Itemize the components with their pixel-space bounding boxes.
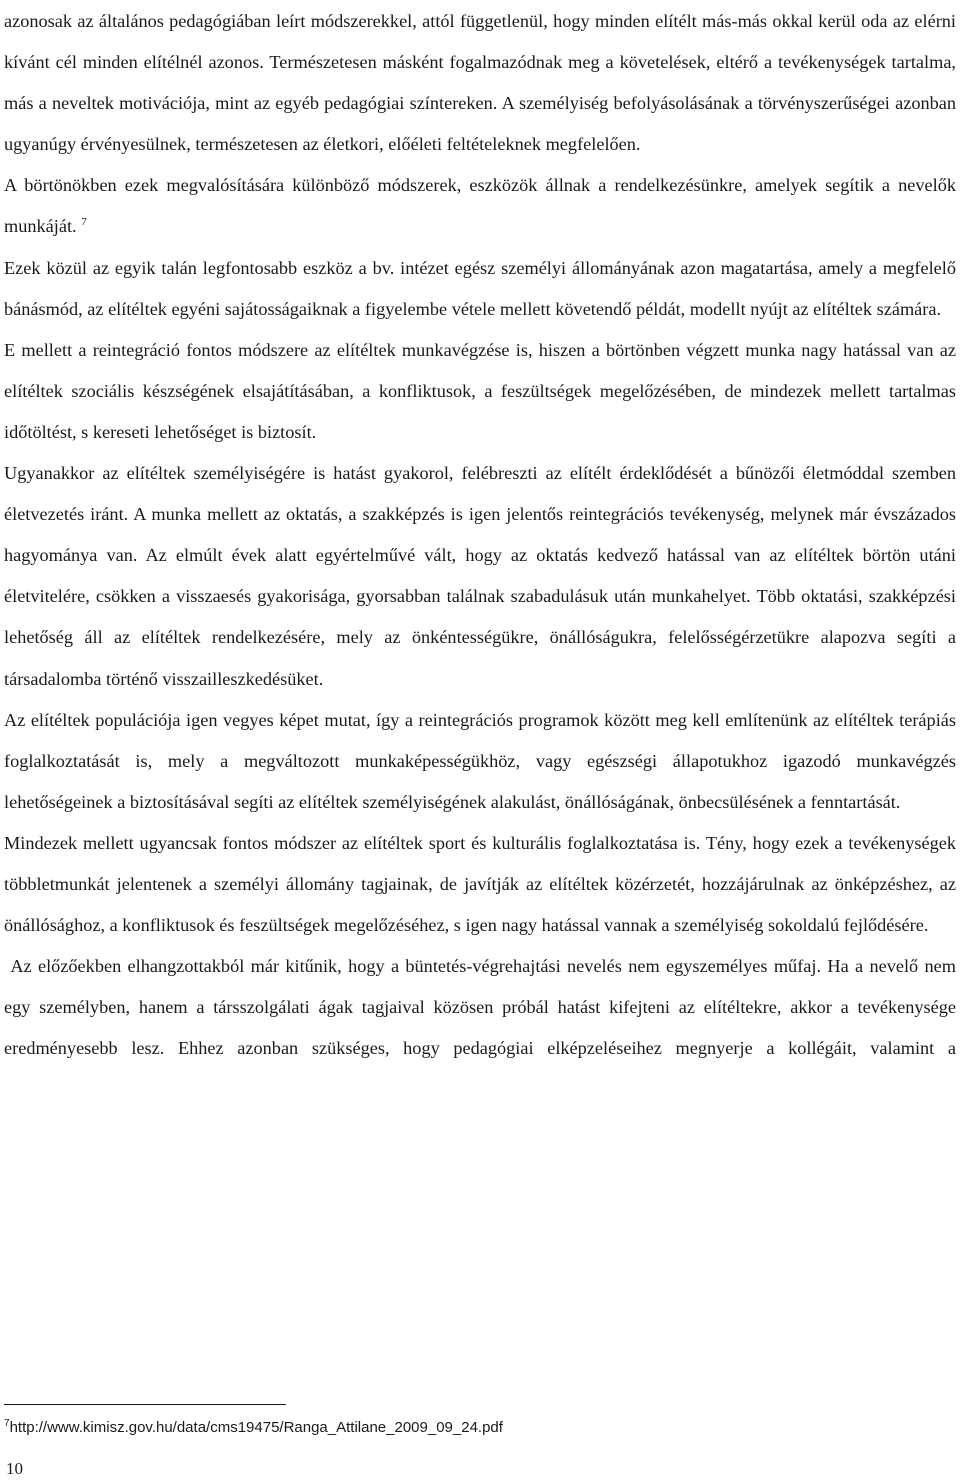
paragraph-8 xyxy=(4,946,956,1069)
footnote xyxy=(4,1418,503,1438)
paragraph-2 xyxy=(4,165,956,247)
paragraph-2-text: A börtönökben ezek megvalósítására különböző módszerek, eszközök állnak a rendelkezésünkre, amelyek segítik a nevelők munkáját. xyxy=(4,175,956,237)
body-text xyxy=(4,1,956,1069)
page-number: 10 xyxy=(6,1459,23,1478)
paragraph-6: Az elítéltek populációja igen vegyes képet mutat, így a reintegrációs programok között meg kell említenünk az elítéltek terápiás foglalkoztatását is, mely a megváltozott munkaképességükhöz, vagy egészségi állapotukhoz igazodó munkavégzés lehetőségeinek a biztosításával segíti az elítéltek személyiségének alakulást, önállóságának, önbecsülésének a fenntartását. xyxy=(4,709,956,812)
footnote-marker: 7 xyxy=(4,1418,10,1429)
paragraph-5: Ugyanakkor az elítéltek személyiségére is hatást gyakorol, felébreszti az elítélt érdeklődését a bűnözői életmóddal szemben életvezetés iránt. A munka mellett az oktatás, a szakképzés is igen jelentős reintegrációs tevékenység, melynek már évszázados hagyománya van. Az elmúlt évek alatt egyértelművé vált, hogy az oktatás kedvező hatással van az elítéltek börtön utáni életvitelére, csökken a visszaesés gyakorisága, gyorsabban találnak szabadulásuk után munkahelyet. Több oktatási, szakképzési lehetőség áll az elítéltek rendelkezésére, mely az önkéntességükre, önállóságukra, felelősségérzetükre alapozva segíti a társadalomba történő visszailleszkedésüket. xyxy=(4,463,956,689)
paragraph-4: E mellett a reintegráció fontos módszere az elítéltek munkavégzése is, hiszen a börtönben végzett munka nagy hatással van az elítéltek szociális készségének elsajátításában, a konfliktusok, a feszültségek megelőzésében, de mindezek mellett tartalmas időtöltést, s kereseti lehetőséget is biztosít. xyxy=(4,339,956,442)
paragraph-7: Mindezek mellett ugyancsak fontos módszer az elítéltek sport és kulturális foglalkoztatása is. Tény, hogy ezek a tevékenységek többletmunkát jelentenek a személyi állomány tagjainak, de javítják az elítéltek közérzetét, hozzájárulnak az önképzéshez, az önállósághoz, a konfliktusok és feszültségek megelőzéséhez, s igen nagy hatással vannak a személyiség sokoldalú fejlődésére. xyxy=(4,832,956,936)
footnote-reference[interactable]: 7 xyxy=(81,216,87,229)
footnote-link[interactable]: http://www.kimisz.gov.hu/data/cms19475/Ranga_Attilane_2009_09_24.pdf xyxy=(9,1419,503,1436)
paragraph-1: azonosak az általános pedagógiában leírt módszerekkel, attól függetlenül, hogy minden elítélt más-más okkal kerül oda az elérni kívánt cél minden elítélnél azonos. Természetesen másként fogalmazódnak meg a követelések, eltérő a tevékenységek tartalma, más a neveltek motivációja, mint az egyéb pedagógiai színtereken. A személyiség befolyásolásának a törvényszerűségei azonban ugyanúgy érvényesülnek, természetesen az életkori, előéleti feltételeknek megfelelően. xyxy=(4,11,956,155)
paragraph-8-text: Az előzőekben elhangzottakból már kitűnik, hogy a büntetés-végrehajtási nevelés nem egyszemélyes műfaj. Ha a nevelő nem egy személyben, hanem a társszolgálati ágak tagjaival közösen próbál hatást kifejteni az elítéltekre, akkor a tevékenysége eredményesebb lesz. Ehhez azonban szükséges, hogy pedagógiai elképzeléseihez megnyerje a kollégáit, valamint a xyxy=(4,956,956,1059)
footnote-separator xyxy=(4,1404,286,1405)
paragraph-3: Ezek közül az egyik talán legfontosabb eszköz a bv. intézet egész személyi állományának azon magatartása, amely a megfelelő bánásmód, az elítéltek egyéni sajátosságaiknak a figyelembe vétele mellett követendő példát, modellt nyújt az elítéltek számára. xyxy=(4,257,956,319)
